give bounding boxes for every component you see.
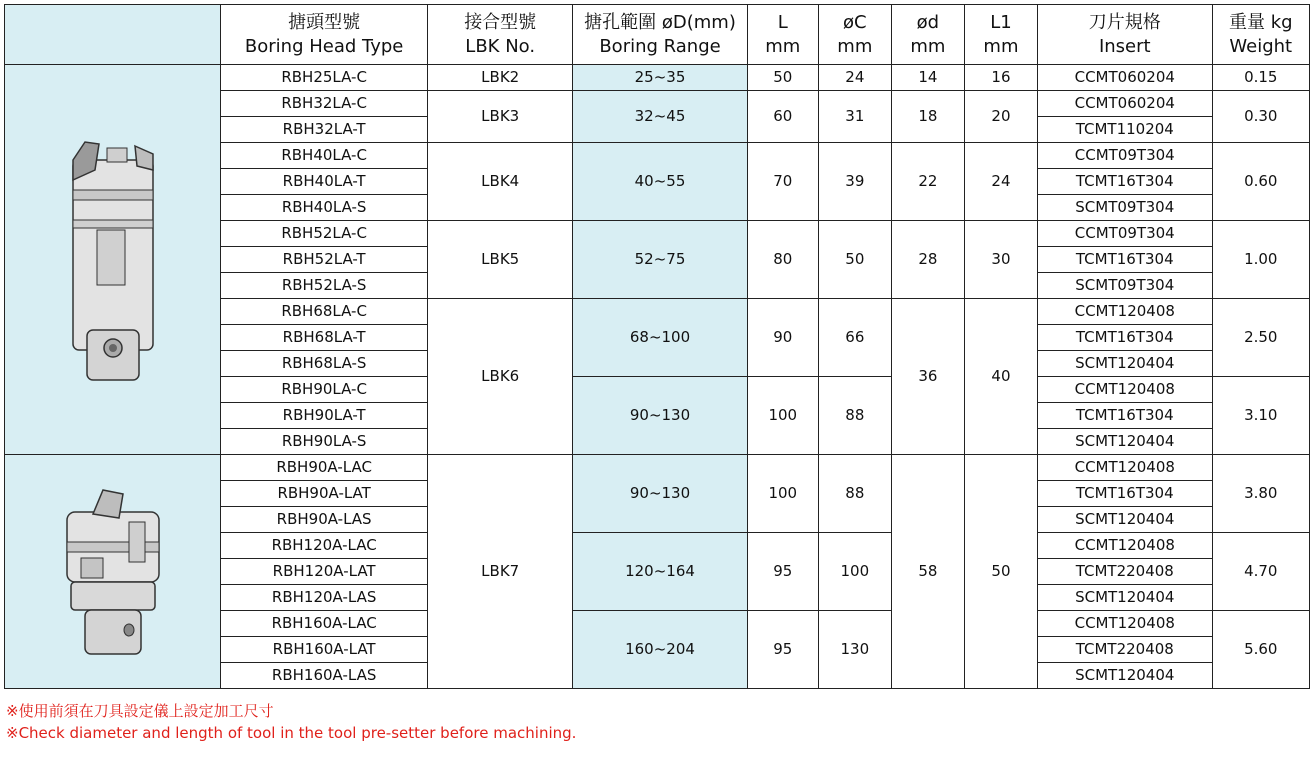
cell-range: 32~45 (573, 91, 748, 143)
header-weight: 重量 kg Weight (1212, 5, 1309, 65)
cell-range: 25~35 (573, 65, 748, 91)
cell-insert: TCMT16T304 (1038, 325, 1213, 351)
cell-weight: 0.60 (1212, 143, 1309, 221)
cell-insert: CCMT060204 (1038, 91, 1213, 117)
cell-d: 58 (891, 455, 964, 689)
cell-insert: TCMT16T304 (1038, 169, 1213, 195)
cell-type: RBH90LA-S (221, 429, 428, 455)
footnotes (6, 700, 576, 744)
cell-insert: CCMT120408 (1038, 611, 1213, 637)
cell-d: 22 (891, 143, 964, 221)
cell-d: 36 (891, 299, 964, 455)
cell-l: 60 (747, 91, 818, 143)
cell-insert: SCMT120404 (1038, 507, 1213, 533)
cell-insert: SCMT09T304 (1038, 273, 1213, 299)
cell-insert: SCMT120404 (1038, 663, 1213, 689)
cell-lbk: LBK4 (428, 143, 573, 221)
cell-weight: 4.70 (1212, 533, 1309, 611)
note-en: ※Check diameter and length of tool in the tool pre-setter before machining. (6, 724, 577, 742)
cell-insert: CCMT09T304 (1038, 143, 1213, 169)
cell-insert: TCMT16T304 (1038, 403, 1213, 429)
cell-l: 100 (747, 377, 818, 455)
cell-weight: 5.60 (1212, 611, 1309, 689)
cell-type: RBH32LA-T (221, 117, 428, 143)
cell-weight: 0.15 (1212, 65, 1309, 91)
cell-type: RBH68LA-C (221, 299, 428, 325)
cell-insert: TCMT220408 (1038, 559, 1213, 585)
cell-type: RBH32LA-C (221, 91, 428, 117)
table-row (5, 65, 1310, 91)
cell-l1: 20 (964, 91, 1037, 143)
cell-l: 95 (747, 533, 818, 611)
cell-type: RBH90A-LAT (221, 481, 428, 507)
cell-insert: TCMT220408 (1038, 637, 1213, 663)
cell-c: 100 (818, 533, 891, 611)
cell-type: RBH68LA-T (221, 325, 428, 351)
boring-head-small-icon (53, 130, 173, 390)
cell-lbk: LBK6 (428, 299, 573, 455)
cell-l1: 24 (964, 143, 1037, 221)
spec-table (4, 4, 1310, 689)
header-boring-range: 搪孔範圍 øD(mm) Boring Range (573, 5, 748, 65)
cell-c: 66 (818, 299, 891, 377)
cell-d: 14 (891, 65, 964, 91)
header-l1: L1 mm (964, 5, 1037, 65)
header-boring-head-type: 搪頭型號 Boring Head Type (221, 5, 428, 65)
cell-type: RBH90LA-T (221, 403, 428, 429)
cell-insert: CCMT060204 (1038, 65, 1213, 91)
cell-type: RBH40LA-S (221, 195, 428, 221)
image-header-cell (5, 5, 221, 65)
cell-type: RBH52LA-S (221, 273, 428, 299)
cell-l: 95 (747, 611, 818, 689)
cell-weight: 3.10 (1212, 377, 1309, 455)
cell-type: RBH90A-LAC (221, 455, 428, 481)
cell-insert: TCMT110204 (1038, 117, 1213, 143)
cell-c: 31 (818, 91, 891, 143)
cell-type: RBH40LA-C (221, 143, 428, 169)
cell-type: RBH160A-LAC (221, 611, 428, 637)
image-cell-large (5, 455, 221, 689)
cell-type: RBH90LA-C (221, 377, 428, 403)
cell-c: 88 (818, 377, 891, 455)
cell-insert: CCMT09T304 (1038, 221, 1213, 247)
cell-d: 28 (891, 221, 964, 299)
cell-c: 24 (818, 65, 891, 91)
cell-range: 52~75 (573, 221, 748, 299)
cell-type: RBH160A-LAS (221, 663, 428, 689)
cell-insert: SCMT09T304 (1038, 195, 1213, 221)
header-row (5, 5, 1310, 65)
cell-type: RBH25LA-C (221, 65, 428, 91)
cell-range: 90~130 (573, 377, 748, 455)
cell-weight: 1.00 (1212, 221, 1309, 299)
cell-lbk: LBK3 (428, 91, 573, 143)
cell-type: RBH90A-LAS (221, 507, 428, 533)
cell-lbk: LBK2 (428, 65, 573, 91)
cell-insert: TCMT16T304 (1038, 481, 1213, 507)
cell-l1: 50 (964, 455, 1037, 689)
cell-weight: 0.30 (1212, 91, 1309, 143)
header-insert: 刀片規格 Insert (1038, 5, 1213, 65)
cell-type: RBH160A-LAT (221, 637, 428, 663)
cell-type: RBH40LA-T (221, 169, 428, 195)
cell-c: 88 (818, 455, 891, 533)
cell-c: 130 (818, 611, 891, 689)
cell-weight: 3.80 (1212, 455, 1309, 533)
boring-head-large-icon (53, 482, 173, 662)
cell-l: 90 (747, 299, 818, 377)
cell-type: RBH120A-LAC (221, 533, 428, 559)
header-l: L mm (747, 5, 818, 65)
table-row (5, 455, 1310, 481)
cell-l: 80 (747, 221, 818, 299)
cell-range: 120~164 (573, 533, 748, 611)
cell-c: 50 (818, 221, 891, 299)
cell-l: 70 (747, 143, 818, 221)
image-cell-small (5, 65, 221, 455)
cell-range: 40~55 (573, 143, 748, 221)
cell-insert: CCMT120408 (1038, 377, 1213, 403)
header-lbk-no: 接合型號 LBK No. (428, 5, 573, 65)
cell-insert: CCMT120408 (1038, 299, 1213, 325)
header-od: ød mm (891, 5, 964, 65)
cell-lbk: LBK7 (428, 455, 573, 689)
cell-type: RBH52LA-T (221, 247, 428, 273)
cell-l: 100 (747, 455, 818, 533)
cell-range: 90~130 (573, 455, 748, 533)
cell-c: 39 (818, 143, 891, 221)
cell-insert: CCMT120408 (1038, 533, 1213, 559)
cell-type: RBH52LA-C (221, 221, 428, 247)
cell-type: RBH120A-LAT (221, 559, 428, 585)
cell-l1: 30 (964, 221, 1037, 299)
cell-insert: SCMT120404 (1038, 351, 1213, 377)
cell-l1: 40 (964, 299, 1037, 455)
cell-l1: 16 (964, 65, 1037, 91)
cell-range: 160~204 (573, 611, 748, 689)
note-zh: ※使用前須在刀具設定儀上設定加工尺寸 (6, 702, 274, 720)
cell-insert: SCMT120404 (1038, 429, 1213, 455)
cell-lbk: LBK5 (428, 221, 573, 299)
cell-weight: 2.50 (1212, 299, 1309, 377)
cell-range: 68~100 (573, 299, 748, 377)
cell-l: 50 (747, 65, 818, 91)
cell-type: RBH120A-LAS (221, 585, 428, 611)
cell-insert: SCMT120404 (1038, 585, 1213, 611)
cell-type: RBH68LA-S (221, 351, 428, 377)
cell-d: 18 (891, 91, 964, 143)
cell-insert: TCMT16T304 (1038, 247, 1213, 273)
cell-insert: CCMT120408 (1038, 455, 1213, 481)
header-oc: øC mm (818, 5, 891, 65)
